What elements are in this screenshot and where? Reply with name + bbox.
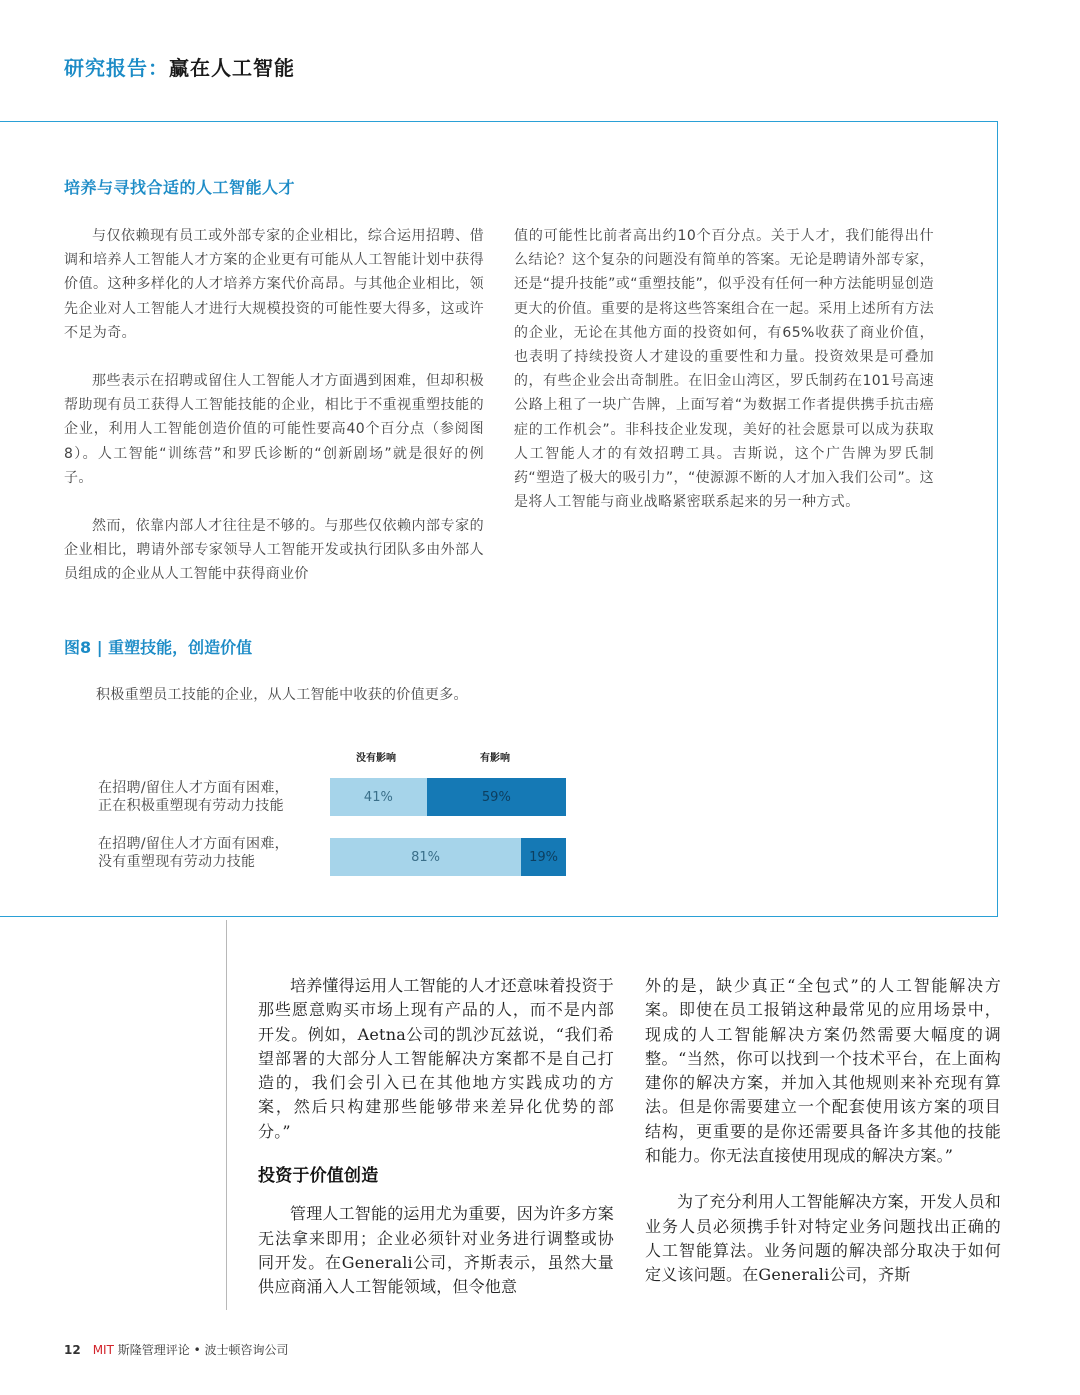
header-report-name: 赢在人工智能: [169, 56, 295, 80]
data-label: 41%: [363, 789, 393, 805]
data-label: 81%: [411, 849, 441, 865]
data-label: 19%: [529, 849, 559, 865]
sidebar-title: 培养与寻找合适的人工智能人才: [64, 178, 296, 197]
body-paragraph: 培养懂得运用人工智能的人才还意味着投资于那些愿意购买市场上现有产品的人，而不是内部开发。例如，Aetna公司的凯沙瓦兹说，“我们希望部署的大部分人工智能解决方案都不是自己打造的，我们会引入已在其他地方实践成功的方案，然后只构建那些能够带来差异化优势的部分。”: [258, 976, 614, 1141]
sidebar-paragraph: 那些表示在招聘或留住人工智能人才方面遇到困难，但却积极帮助现有员工获得人工智能技能的企业，相比于不重视重塑技能的企业，利用人工智能创造价值的可能性要高40个百分点（参阅图8）。人工智能“训练营”和罗氏诊断的“创新剧场”就是很好的例子。: [64, 373, 484, 486]
sidebar-paragraph: 然而，依靠内部人才往往是不够的。与那些仅依赖内部专家的企业相比，聘请外部专家领导人工智能开发或执行团队多由外部人员组成的企业从人工智能中获得商业价: [64, 518, 484, 583]
publication-name: 斯隆管理评论: [117, 1343, 190, 1357]
figure-subtitle: 积极重塑员工技能的企业，从人工智能中收获的价值更多。: [96, 687, 468, 703]
sidebar-left-column: [64, 224, 484, 588]
body-paragraph: 管理人工智能的运用尤为重要，因为许多方案无法拿来即用；企业必须针对业务进行调整或协同开发。在Generali公司，齐斯表示，虽然大量供应商涌入人工智能领域，但令他意: [258, 1204, 614, 1297]
bar-segment: [330, 838, 521, 876]
page-footer: [64, 1341, 289, 1358]
figure-title: 图8 | 重塑技能，创造价值: [64, 638, 253, 657]
page-header-title: [64, 52, 295, 81]
footer-separator: •: [193, 1343, 201, 1357]
legend-item: 有影响: [480, 753, 510, 764]
data-label: 59%: [481, 789, 511, 805]
column-divider: [226, 920, 227, 1310]
bar-segment: [427, 778, 566, 816]
category-label-line: 没有重塑现有劳动力技能: [98, 854, 256, 870]
body-right-column: [645, 974, 1001, 1314]
body-paragraph: 为了充分利用人工智能解决方案，开发人员和业务人员必须携手针对特定业务问题找出正确的人工智能算法。业务问题的解决部分取决于如何定义该问题。在Generali公司，齐斯: [645, 1192, 1001, 1285]
legend-item: 没有影响: [356, 753, 396, 764]
header-series-label: 研究报告：: [64, 56, 169, 80]
page-number: 12: [64, 1343, 81, 1357]
body-paragraph: 外的是，缺少真正“全包式”的人工智能解决方案。即使在员工报销这种最常见的应用场景中，现成的人工智能解决方案仍然需要大幅度的调整。“当然，你可以找到一个技术平台，在上面构建你的解决方案，并加入其他规则来补充现有算法。但是你需要建立一个配套使用该方案的项目结构，更重要的是你还需要具备许多其他的技能和能力。你无法直接使用现成的解决方案。”: [645, 976, 1001, 1166]
category-label: [98, 835, 289, 871]
sidebar-paragraph: 与仅依赖现有员工或外部专家的企业相比，综合运用招聘、借调和培养人工智能人才方案的企业更有可能从人工智能计划中获得价值。这种多样化的人才培养方案代价高昂。与其他企业相比，领先企业对人工智能人才进行大规模投资的可能性要大得多，这或许不足为奇。: [64, 228, 484, 341]
body-left-column: [258, 974, 614, 1314]
category-label-line: 在招聘/留住人才方面有困难，: [98, 836, 289, 852]
partner-name: 波士顿咨询公司: [204, 1343, 289, 1357]
bar-segment: [521, 838, 566, 876]
category-label: [98, 779, 289, 815]
sidebar-paragraph: 值的可能性比前者高出约10个百分点。关于人才，我们能得出什么结论？这个复杂的问题没有简单的答案。无论是聘请外部专家，还是“提升技能”或“重塑技能”，似乎没有任何一种方法能明显创造更大的价值。重要的是将这些答案组合在一起。采用上述所有方法的企业，无论在其他方面的投资如何，有65%收获了商业价值，也表明了持续投资人才建设的重要性和力量。投资效果是可叠加的，有些企业会出奇制胜。在旧金山湾区，罗氏制药在101号高速公路上租了一块广告牌，上面写着“为数据工作者提供携手抗击癌症的工作机会”。非科技企业发现，美好的社会愿景可以成为获取人工智能人才的有效招聘工具。吉斯说，这个广告牌为罗氏制药“塑造了极大的吸引力”，“使源源不断的人才加入我们公司”。这是将人工智能与商业战略紧密联系起来的另一种方式。: [514, 228, 934, 511]
mit-logo-text: MIT: [92, 1343, 114, 1357]
sidebar-right-column: [514, 224, 934, 538]
category-label-line: 在招聘/留住人才方面有困难，: [98, 780, 289, 796]
category-label-line: 正在积极重塑现有劳动力技能: [98, 798, 284, 814]
section-heading: 投资于价值创造: [258, 1166, 379, 1187]
bar-segment: [330, 778, 427, 816]
